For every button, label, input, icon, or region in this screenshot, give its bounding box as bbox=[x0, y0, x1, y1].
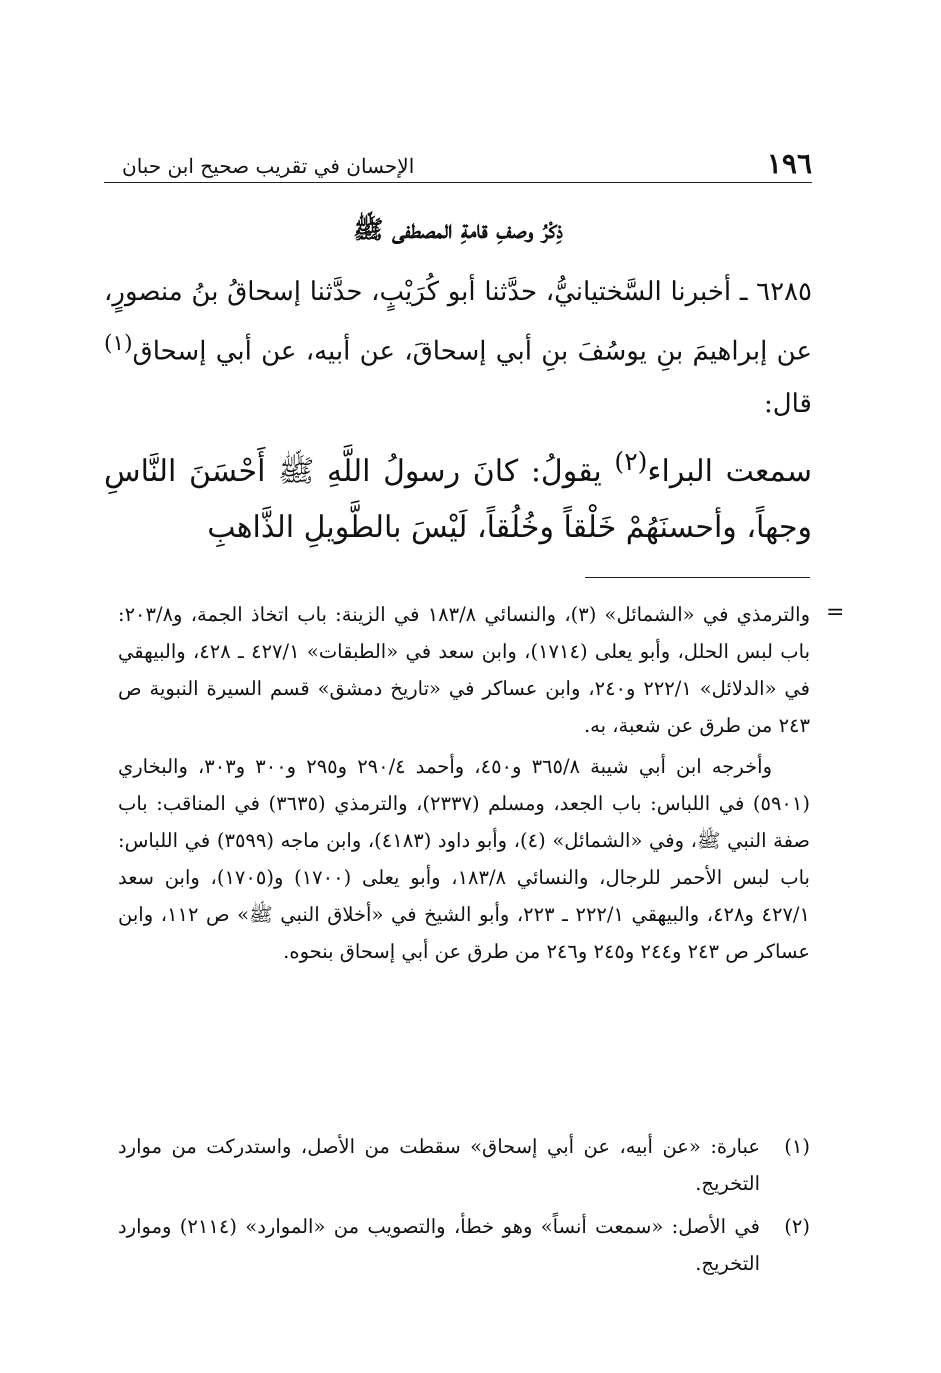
note-number: (١) bbox=[784, 1135, 810, 1158]
takhrij-footnote bbox=[118, 596, 810, 970]
matn-rest: يقولُ: كانَ رسولُ اللَّهِ ﷺ أَحْسَنَ النَّاسِ وجهاً، وأحسنَهُمْ خَلْقاً وخُلُقاً، لَيْسَ بالطَّويلِ الذَّاهبِ bbox=[104, 454, 812, 545]
footnote-ref-2[interactable]: (٢) bbox=[614, 447, 648, 476]
note-1 bbox=[118, 1128, 810, 1202]
matn-start: سمعت البراء bbox=[647, 454, 812, 489]
page-header bbox=[104, 148, 812, 183]
isnad-end: قال: bbox=[763, 388, 812, 419]
note-number: (٢) bbox=[784, 1215, 810, 1238]
section-title: ذِكْرُ وصفِ قامةِ المصطفى ﷺ bbox=[353, 215, 563, 244]
takhrij-paragraph-2: وأخرجه ابن أبي شيبة ٣٦٥/٨ و٤٥٠، وأحمد ٢٩٠/٤ و٢٩٥ و٣٠٠ و٣٠٣، والبخاري (٥٩٠١) في اللباس: باب الجعد، ومسلم (٢٣٣٧)، والترمذي (٣٦٣٥) في المناقب: باب صفة النبي ﷺ، وفي «الشمائل» (٤)، وأبو داود (٤١٨٣)، وابن ماجه (٣٥٩٩) في اللباس: باب لبس الأحمر للرجال، والنسائي ١٨٣/٨، وأبو يعلى (١٧٠٠) و(١٧٠٥)، وابن سعد ٤٢٧/١ و٤٢٨، والبيهقي ٢٢٢/١ ـ ٢٢٣، وأبو الشيخ في «أخلاق النبي ﷺ» ص ١١٢، وابن عساكر ص ٢٤٣ و٢٤٤ و٢٤٥ و٢٤٦ من طرق عن أبي إسحاق بنحوه. bbox=[118, 755, 810, 963]
note-text: في الأصل: «سمعت أنساً» وهو خطأ، والتصويب من «الموارد» (٢١١٤) وموارد التخريج. bbox=[118, 1215, 760, 1275]
takhrij-paragraph-1: والترمذي في «الشمائل» (٣)، والنسائي ١٨٣/٨ في الزينة: باب اتخاذ الجمة، و٢٠٣/٨: باب لبس الحلل، وأبو يعلى (١٧١٤)، وابن سعد في «الطبقات» ٤٢٧/١ ـ ٤٢٨، والبيهقي في «الدلائل» ٢٢٢/١ و٢٤٠، وابن عساكر في «تاريخ دمشق» قسم السيرة النبوية ص ٢٤٣ من طرق عن شعبة، به. bbox=[118, 603, 810, 737]
note-2 bbox=[118, 1208, 810, 1282]
note-text: عبارة: «عن أبيه، عن أبي إسحاق» سقطت من الأصل، واستدركت من موارد التخريج. bbox=[118, 1135, 760, 1195]
page-number: ١٩٦ bbox=[766, 147, 812, 180]
footnote-ref-1[interactable]: (١) bbox=[104, 331, 133, 356]
footnote-divider bbox=[585, 577, 810, 578]
hadith-matn bbox=[104, 434, 812, 556]
hadith-isnad bbox=[104, 266, 812, 430]
continuation-mark: = bbox=[826, 600, 845, 625]
running-title: الإحسان في تقريب صحيح ابن حبان bbox=[122, 154, 415, 178]
isnad-text: ٦٢٨٥ ـ أخبرنا السَّختيانيُّ، حدَّثنا أبو كُرَيْبٍ، حدَّثنا إسحاقُ بنُ منصورٍ، عن إبراهيمَ بنِ يوسُفَ بنِ أبي إسحاقَ، عن أبيه، عن أبي إسحاق bbox=[104, 277, 812, 367]
numbered-notes bbox=[118, 1128, 810, 1288]
